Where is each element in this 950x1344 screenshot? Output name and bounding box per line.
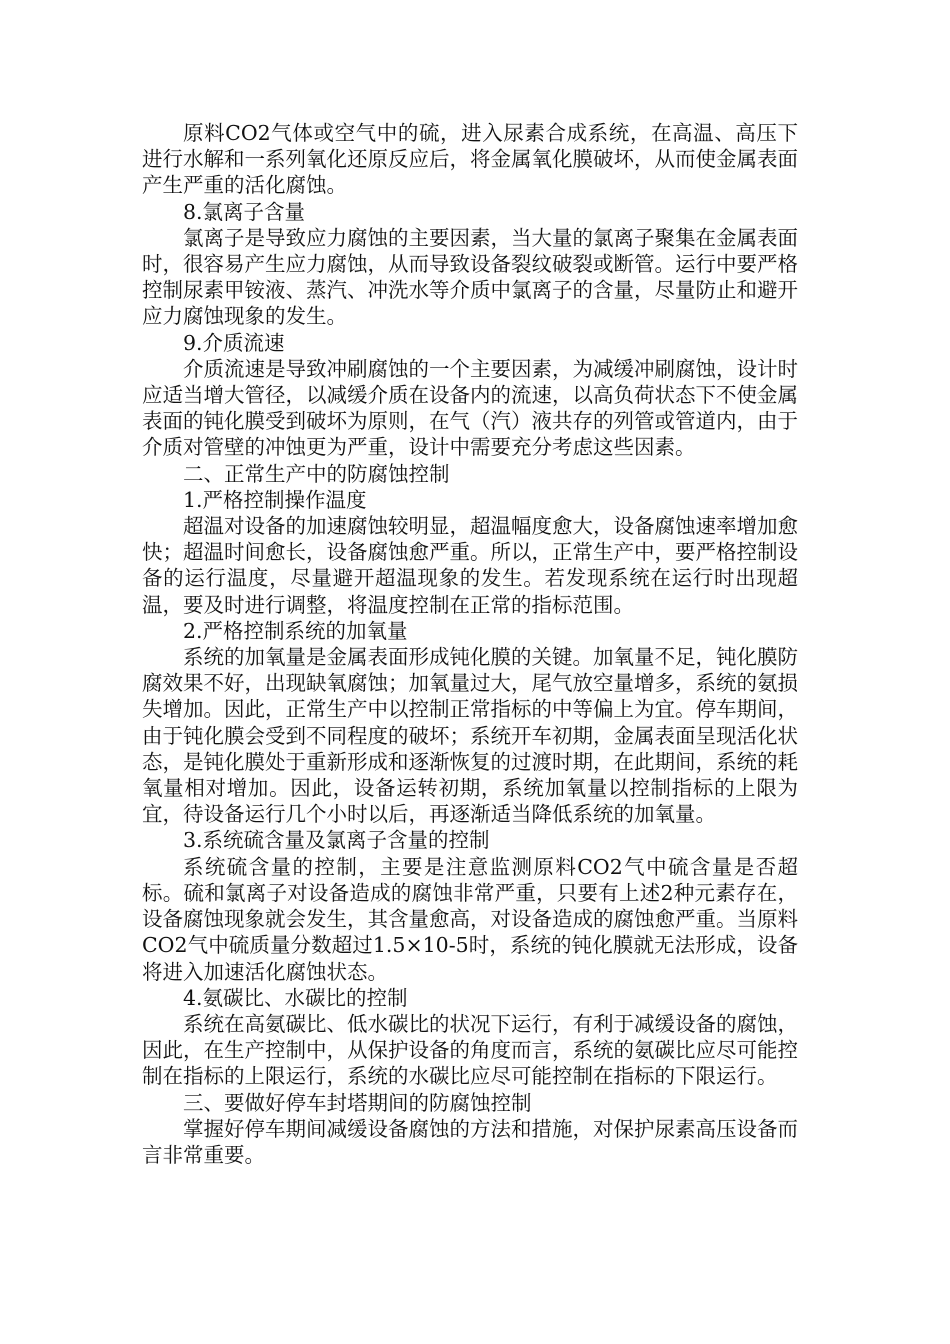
paragraph-shutdown: 掌握好停车期间减缓设备腐蚀的方法和措施，对保护尿素高压设备而言非常重要。 bbox=[142, 1116, 798, 1167]
paragraph-temperature: 超温对设备的加速腐蚀较明显，超温幅度愈大，设备腐蚀速率增加愈快；超温时间愈长，设备腐蚀愈严重。所以，正常生产中，要严格控制设备的运行温度，尽量避开超温现象的发生。若发现系统在运行时出现超温，要及时进行调整，将温度控制在正常的指标范围。 bbox=[142, 514, 798, 617]
section-heading-normal-production: 二、正常生产中的防腐蚀控制 bbox=[183, 461, 450, 486]
paragraph-chloride: 氯离子是导致应力腐蚀的主要因素，当大量的氯离子聚集在金属表面时，很容易产生应力腐蚀，从而导致设备裂纹破裂或断管。运行中要严格控制尿素甲铵液、蒸汽、冲洗水等介质中氯离子的含量，尽量防止和避开应力腐蚀现象的发生。 bbox=[142, 225, 798, 329]
heading-chloride-content: 8.氯离子含量 bbox=[183, 199, 306, 224]
heading-medium-flow: 9.介质流速 bbox=[183, 330, 285, 355]
paragraph-sulfur-chloride: 系统硫含量的控制，主要是注意监测原料CO2气中硫含量是否超标。硫和氯离子对设备造成的腐蚀非常严重，只要有上述2种元素存在，设备腐蚀现象就会发生，其含量愈高，对设备造成的腐蚀愈严重。当原料CO2气中硫质量分数超过1.5×10-5时，系统的钝化膜就无法形成，设备将进入加速活化腐蚀状态。 bbox=[142, 854, 798, 984]
document-body bbox=[142, 120, 798, 1168]
paragraph-oxygen: 系统的加氧量是金属表面形成钝化膜的关键。加氧量不足，钝化膜防腐效果不好，出现缺氧腐蚀；加氧量过大，尾气放空量增多，系统的氨损失增加。因此，正常生产中以控制正常指标的中等偏上为宜。停车期间，由于钝化膜会受到不同程度的破坏；系统开车初期，金属表面呈现活化状态，是钝化膜处于重新形成和逐渐恢复的过渡时期，在此期间，系统的耗氧量相对增加。因此，设备运转初期，系统加氧量以控制指标的上限为宜，待设备运行几个小时以后，再逐渐适当降低系统的加氧量。 bbox=[142, 645, 798, 827]
paragraph-sulfur-effect: 原料CO2气体或空气中的硫，进入尿素合成系统，在高温、高压下进行水解和一系列氧化还原反应后，将金属氧化膜破坏，从而使金属表面产生严重的活化腐蚀。 bbox=[142, 121, 798, 198]
paragraph-ratio: 系统在高氨碳比、低水碳比的状况下运行，有利于减缓设备的腐蚀，因此，在生产控制中，从保护设备的角度而言，系统的氨碳比应尽可能控制在指标的上限运行，系统的水碳比应尽可能控制在指标的下限运行。 bbox=[142, 1011, 798, 1089]
heading-sulfur-chloride-control: 3.系统硫含量及氯离子含量的控制 bbox=[183, 828, 490, 853]
paragraph-flow: 介质流速是导致冲刷腐蚀的一个主要因素，为减缓冲刷腐蚀，设计时应适当增大管径，以减缓介质在设备内的流速，以高负荷状态下不使金属表面的钝化膜受到破坏为原则，在气（汽）液共存的列管或管道内，由于介质对管壁的冲蚀更为严重，设计中需要充分考虑这些因素。 bbox=[142, 356, 798, 460]
heading-temperature-control: 1.严格控制操作温度 bbox=[183, 487, 367, 512]
heading-oxygen-control: 2.严格控制系统的加氧量 bbox=[183, 618, 408, 643]
section-heading-shutdown: 三、要做好停车封塔期间的防腐蚀控制 bbox=[183, 1090, 532, 1115]
heading-ratio-control: 4.氨碳比、水碳比的控制 bbox=[183, 985, 408, 1010]
